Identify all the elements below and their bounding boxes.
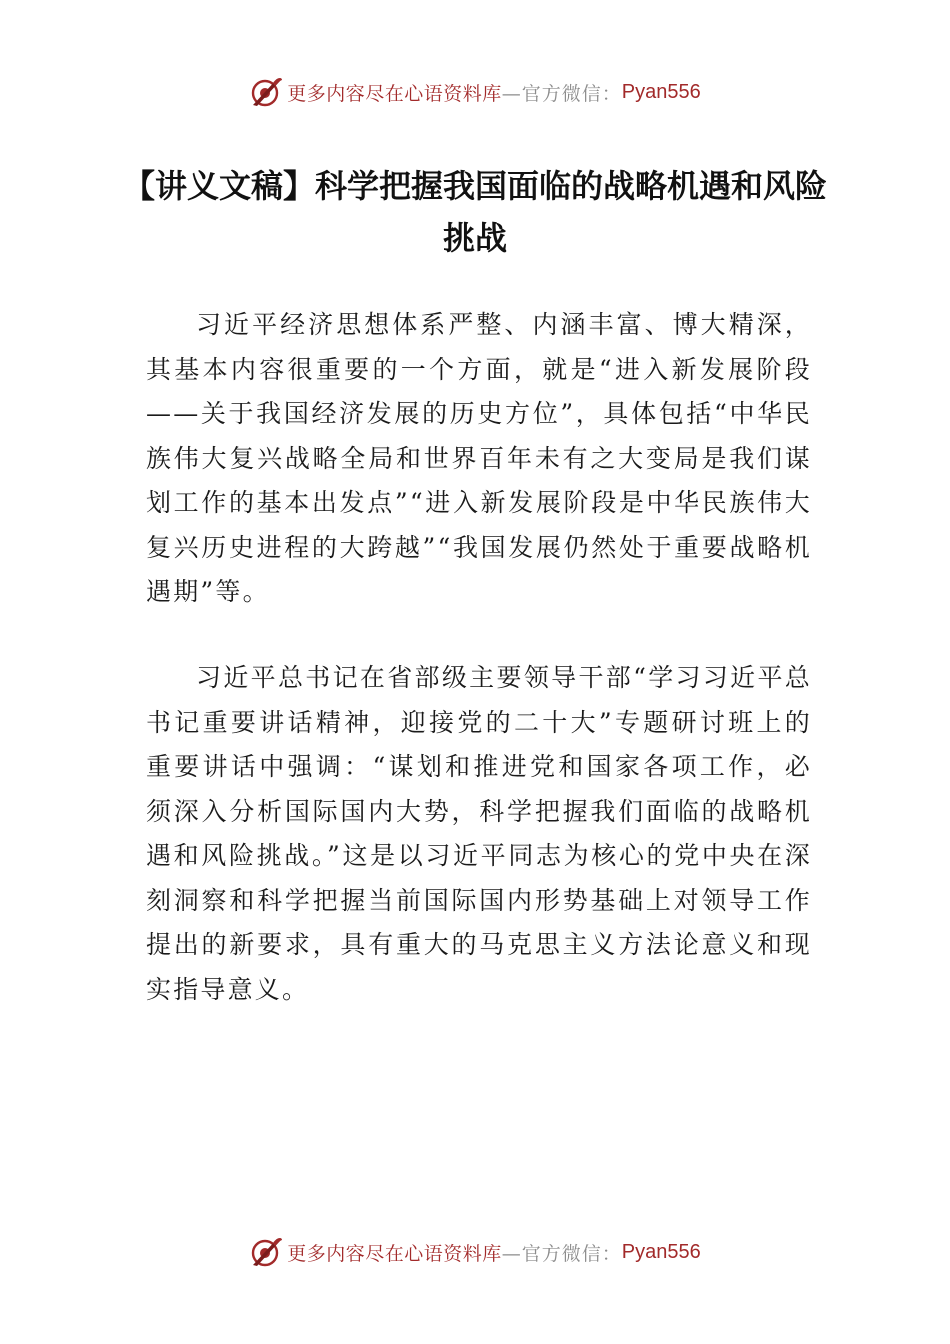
banner-main-text: 更多内容尽在心语资料库	[287, 82, 502, 105]
banner-separator-text: —官方微信：	[501, 1242, 622, 1265]
paragraph-1: 习近平经济思想体系严整、内涵丰富、博大精深，其基本内容很重要的一个方面，就是“进入新发展阶段——关于我国经济发展的历史方位”，具体包括“中华民族伟大复兴战略全局和世界百年未有之大变局是我们谋划工作的基本出发点”“进入新发展阶段是中华民族伟大复兴历史进程的大跨越”“我国发展仍然处于重要战略机遇期”等。	[146, 310, 812, 606]
quill-pen-logo-icon	[249, 1235, 283, 1269]
banner-wechat-id: Pyan556	[621, 80, 701, 103]
banner-wechat-id: Pyan556	[621, 1240, 701, 1263]
banner-main-text: 更多内容尽在心语资料库	[287, 1242, 502, 1265]
quill-pen-logo-icon	[249, 75, 283, 109]
document-title: 【讲义文稿】科学把握我国面临的战略机遇和风险挑战	[122, 167, 827, 257]
header-banner	[0, 72, 950, 112]
paragraph-2: 习近平总书记在省部级主要领导干部“学习习近平总书记重要讲话精神，迎接党的二十大”专题研讨班上的重要讲话中强调：“谋划和推进党和国家各项工作，必须深入分析国际国内大势，科学把握我们面临的战略机遇和风险挑战。”这是以习近平同志为核心的党中央在深刻洞察和科学把握当前国际国内形势基础上对领导工作提出的新要求，具有重大的马克思主义方法论意义和现实指导意义。	[146, 663, 812, 1004]
banner-separator-text: —官方微信：	[501, 82, 622, 105]
footer-banner	[0, 1232, 950, 1272]
